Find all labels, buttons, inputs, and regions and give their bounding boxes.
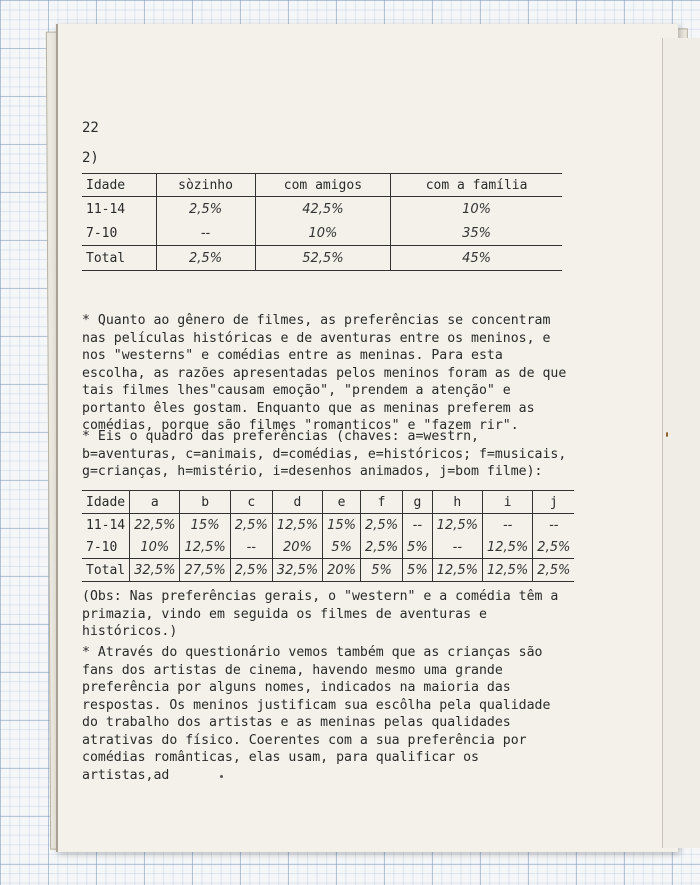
table-cell: 12,5%: [432, 559, 482, 582]
table-cell: 12,5%: [432, 514, 482, 537]
companion-table: [82, 173, 562, 271]
table-cell: 5%: [403, 536, 433, 559]
table-cell: 42,5%: [255, 197, 391, 222]
table-cell: --: [403, 514, 433, 537]
table-cell: 5%: [361, 559, 403, 582]
table-cell: 2,5%: [156, 246, 255, 271]
table-cell: 15%: [323, 514, 361, 537]
table-cell: --: [533, 514, 575, 537]
table-cell: 2,5%: [156, 197, 255, 222]
header-cell: a: [130, 491, 180, 514]
table-cell: Total: [82, 559, 130, 582]
header-cell: e: [323, 491, 361, 514]
paragraph-preferences-key: * Eis o quadro das preferências (chaves: a=westrn, b=aventuras, c=animais, d=comédias, e=históricos; f=musicais, g=crianças, h=mistério, i=desenhos animados, j=bom filme):: [82, 429, 567, 479]
header-cell: Idade: [82, 491, 130, 514]
paragraph-observation: (Obs: Nas preferências gerais, o "western" e a comédia têm a primazia, vindo em seguida os filmes de aventuras e históricos.): [82, 589, 559, 639]
header-cell: b: [180, 491, 230, 514]
table-cell: 11-14: [86, 201, 126, 217]
table-cell: 7-10: [86, 225, 118, 241]
table-header-row: [82, 174, 562, 197]
paragraph-genre-preferences: * Quanto ao gênero de filmes, as preferências se concentram nas películas históricas e de aventuras entre os meninos, e nos "westerns" e comédias entre as meninas. Para esta escolha, as razões apresentadas pelos meninos foram as de que tais filmes lhes"causam emoção", "prendem a atenção" e portanto êles gostam. Enquanto que as meninas preferem as comédias, porque são filmes "romanticos" e "fazem rir".: [82, 313, 567, 433]
genre-preferences-table: [82, 490, 574, 582]
header-cell: com a família: [391, 174, 562, 197]
table-cell: 2,5%: [533, 536, 575, 559]
table-cell: --: [482, 514, 532, 537]
table-total-row: [82, 246, 562, 271]
header-cell: com amigos: [255, 174, 391, 197]
table-cell: 7-10: [86, 539, 118, 555]
table-cell: 52,5%: [255, 246, 391, 271]
table-cell: --: [432, 536, 482, 559]
table-cell: 2,5%: [361, 536, 403, 559]
header-cell: sòzinho: [156, 174, 255, 197]
table-cell: 5%: [323, 536, 361, 559]
table-cell: 12,5%: [482, 559, 532, 582]
header-cell: c: [230, 491, 272, 514]
table-cell: 12,5%: [272, 514, 322, 537]
header-cell: i: [482, 491, 532, 514]
table-cell: 10%: [130, 536, 180, 559]
table-cell: 2,5%: [361, 514, 403, 537]
table-row: [82, 536, 574, 559]
paper-speck: [220, 775, 223, 778]
table-cell: 12,5%: [180, 536, 230, 559]
table-cell: --: [156, 221, 255, 246]
table-cell: 20%: [323, 559, 361, 582]
table-cell: 11-14: [86, 517, 126, 533]
table-cell: 15%: [180, 514, 230, 537]
table-cell: 27,5%: [180, 559, 230, 582]
binding-mark: [666, 432, 668, 437]
table-cell: 22,5%: [130, 514, 180, 537]
section-label: 2): [82, 150, 99, 166]
table-cell: 35%: [391, 221, 562, 246]
header-cell: f: [361, 491, 403, 514]
table-cell: 2,5%: [230, 514, 272, 537]
table-cell: --: [230, 536, 272, 559]
header-cell: Idade: [82, 174, 156, 197]
table-cell: 2,5%: [533, 559, 575, 582]
facing-page-edge: [662, 38, 700, 848]
table-cell: 32,5%: [130, 559, 180, 582]
header-cell: g: [403, 491, 433, 514]
table-cell: 5%: [403, 559, 433, 582]
table-cell: 10%: [391, 197, 562, 222]
table-row: [82, 197, 562, 222]
page-number: 22: [82, 120, 99, 136]
table-cell: 10%: [255, 221, 391, 246]
table-total-row: [82, 559, 574, 582]
paragraph-artists: * Através do questionário vemos também que as crianças são fans dos artistas de cinema, havendo mesmo uma grande preferência por alguns nomes, indicados na maioria das respostas. Os meninos justificam sua escôlha pela qualidade do trabalho dos artistas e as meninas pelas qualidades atrativas do físico. Coerentes com a sua preferência por comédias românticas, elas usam, para qualificar os artistas,ad: [82, 645, 551, 783]
table-cell: 20%: [272, 536, 322, 559]
table-cell: 32,5%: [272, 559, 322, 582]
table-cell: 12,5%: [482, 536, 532, 559]
table-header-row: [82, 491, 574, 514]
table-row: [82, 514, 574, 537]
table-cell: Total: [82, 246, 156, 271]
header-cell: h: [432, 491, 482, 514]
table-cell: 2,5%: [230, 559, 272, 582]
table-cell: 45%: [391, 246, 562, 271]
table-row: [82, 221, 562, 246]
header-cell: d: [272, 491, 322, 514]
header-cell: j: [533, 491, 575, 514]
